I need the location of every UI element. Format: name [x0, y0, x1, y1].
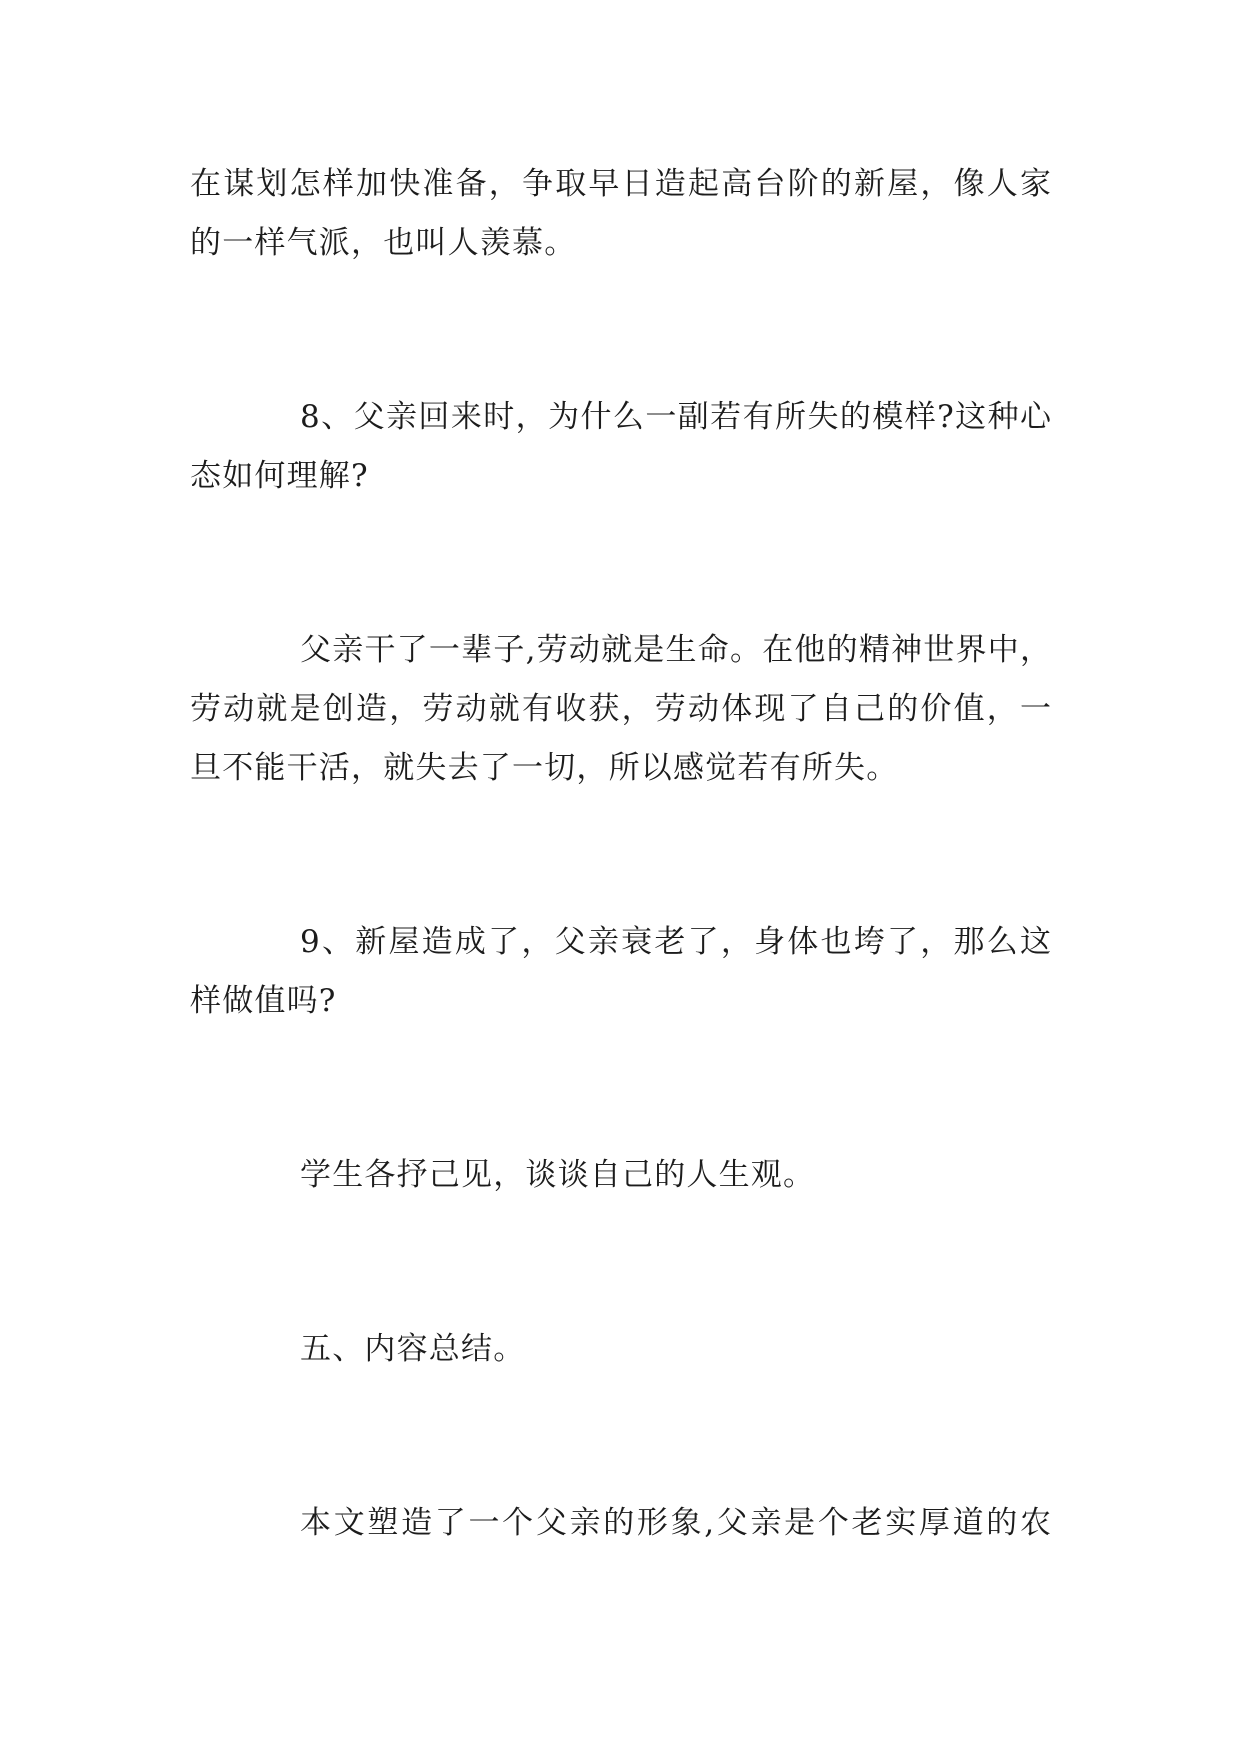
answer-9-paragraph: [190, 1146, 1051, 1205]
continuation-paragraph: [190, 155, 1051, 273]
text-line: 劳动就是创造，劳动就有收获，劳动体现了自己的价值，一: [190, 691, 1051, 727]
section-heading: 五、内容总结。: [300, 1331, 526, 1367]
text-line: 样做值吗?: [190, 983, 337, 1019]
text-line: 父亲干了一辈子,劳动就是生命。在他的精神世界中，: [300, 632, 1051, 668]
summary-paragraph: [190, 1494, 1051, 1553]
text-line: 本文塑造了一个父亲的形象,父亲是个老实厚道的农: [300, 1505, 1051, 1541]
text-line: 旦不能干活，就失去了一切，所以感觉若有所失。: [190, 750, 899, 786]
answer-8-paragraph: [190, 621, 1051, 798]
text-line: 9、新屋造成了，父亲衰老了，身体也垮了，那么这: [300, 924, 1051, 960]
text-line: 的一样气派，也叫人羡慕。: [190, 225, 577, 261]
text-line: 态如何理解?: [190, 458, 369, 494]
question-8-paragraph: [190, 388, 1051, 506]
text-line: 在谋划怎样加快准备，争取早日造起高台阶的新屋，像人家: [190, 166, 1051, 202]
document-body: [190, 155, 1051, 1553]
text-line: 8、父亲回来时，为什么一副若有所失的模样?这种心: [300, 399, 1051, 435]
section-heading-content-summary: [190, 1320, 1051, 1379]
question-9-paragraph: [190, 913, 1051, 1031]
text-line: 学生各抒己见，谈谈自己的人生观。: [300, 1157, 816, 1193]
